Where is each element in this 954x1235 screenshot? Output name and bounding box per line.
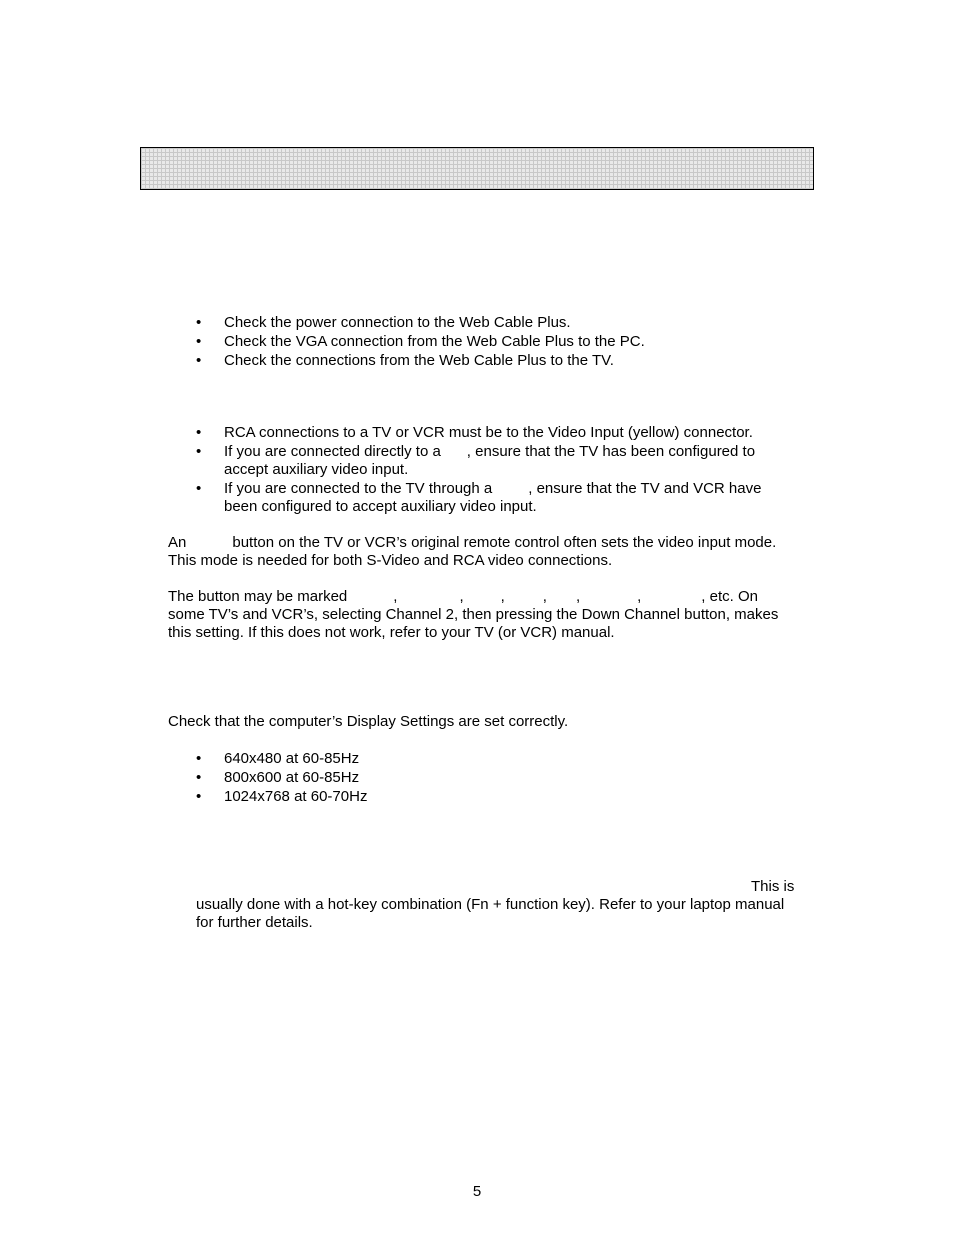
bullet-icon: •: [196, 352, 202, 369]
list-item: • 800x600 at 60-85Hz: [196, 769, 360, 786]
connection-check-list: [196, 314, 645, 371]
list-item: • If you are connected directly to a , ensure that the TV has been configured to accept auxiliary video input.: [196, 443, 756, 478]
bullet-icon: •: [196, 480, 202, 497]
list-item: • Check the VGA connection from the Web Cable Plus to the PC.: [196, 333, 645, 350]
resolution-list: [196, 750, 367, 807]
display-settings-paragraph: Check that the computer’s Display Settings are set correctly.: [168, 713, 569, 730]
bullet-icon: •: [196, 424, 202, 441]
bullet-icon: •: [196, 314, 202, 331]
bullet-icon: •: [196, 769, 202, 786]
rca-check-list: [196, 424, 761, 517]
section-header-banner: [140, 147, 814, 190]
video-input-paragraph: An button on the TV or VCR’s original remote control often sets the video input mode. This mode is needed for both S-Video and RCA video connections.: [168, 534, 777, 569]
button-marking-paragraph: The button may be marked , , , , , , , etc. On some TV’s and VCR’s, selecting Channel 2, then pressing the Down Channel button, makes this setting. If this does not work, refer to your TV (or VCR) manual.: [168, 588, 779, 641]
list-item: • If you are connected to the TV through a , ensure that the TV and VCR have been configured to accept auxiliary video input.: [196, 480, 762, 515]
bullet-icon: •: [196, 750, 202, 767]
list-item: • 1024x768 at 60-70Hz: [196, 788, 368, 805]
laptop-paragraph: This is usually done with a hot-key combination (Fn + function key). Refer to your laptop manual for further details.: [196, 878, 795, 931]
bullet-icon: •: [196, 788, 202, 805]
list-item: • 640x480 at 60-85Hz: [196, 750, 360, 767]
list-item: • Check the power connection to the Web Cable Plus.: [196, 314, 571, 331]
list-item: • RCA connections to a TV or VCR must be to the Video Input (yellow) connector.: [196, 424, 753, 441]
list-item: • Check the connections from the Web Cable Plus to the TV.: [196, 352, 614, 369]
bullet-icon: •: [196, 333, 202, 350]
bullet-icon: •: [196, 443, 202, 460]
page-number: 5: [472, 1183, 482, 1200]
